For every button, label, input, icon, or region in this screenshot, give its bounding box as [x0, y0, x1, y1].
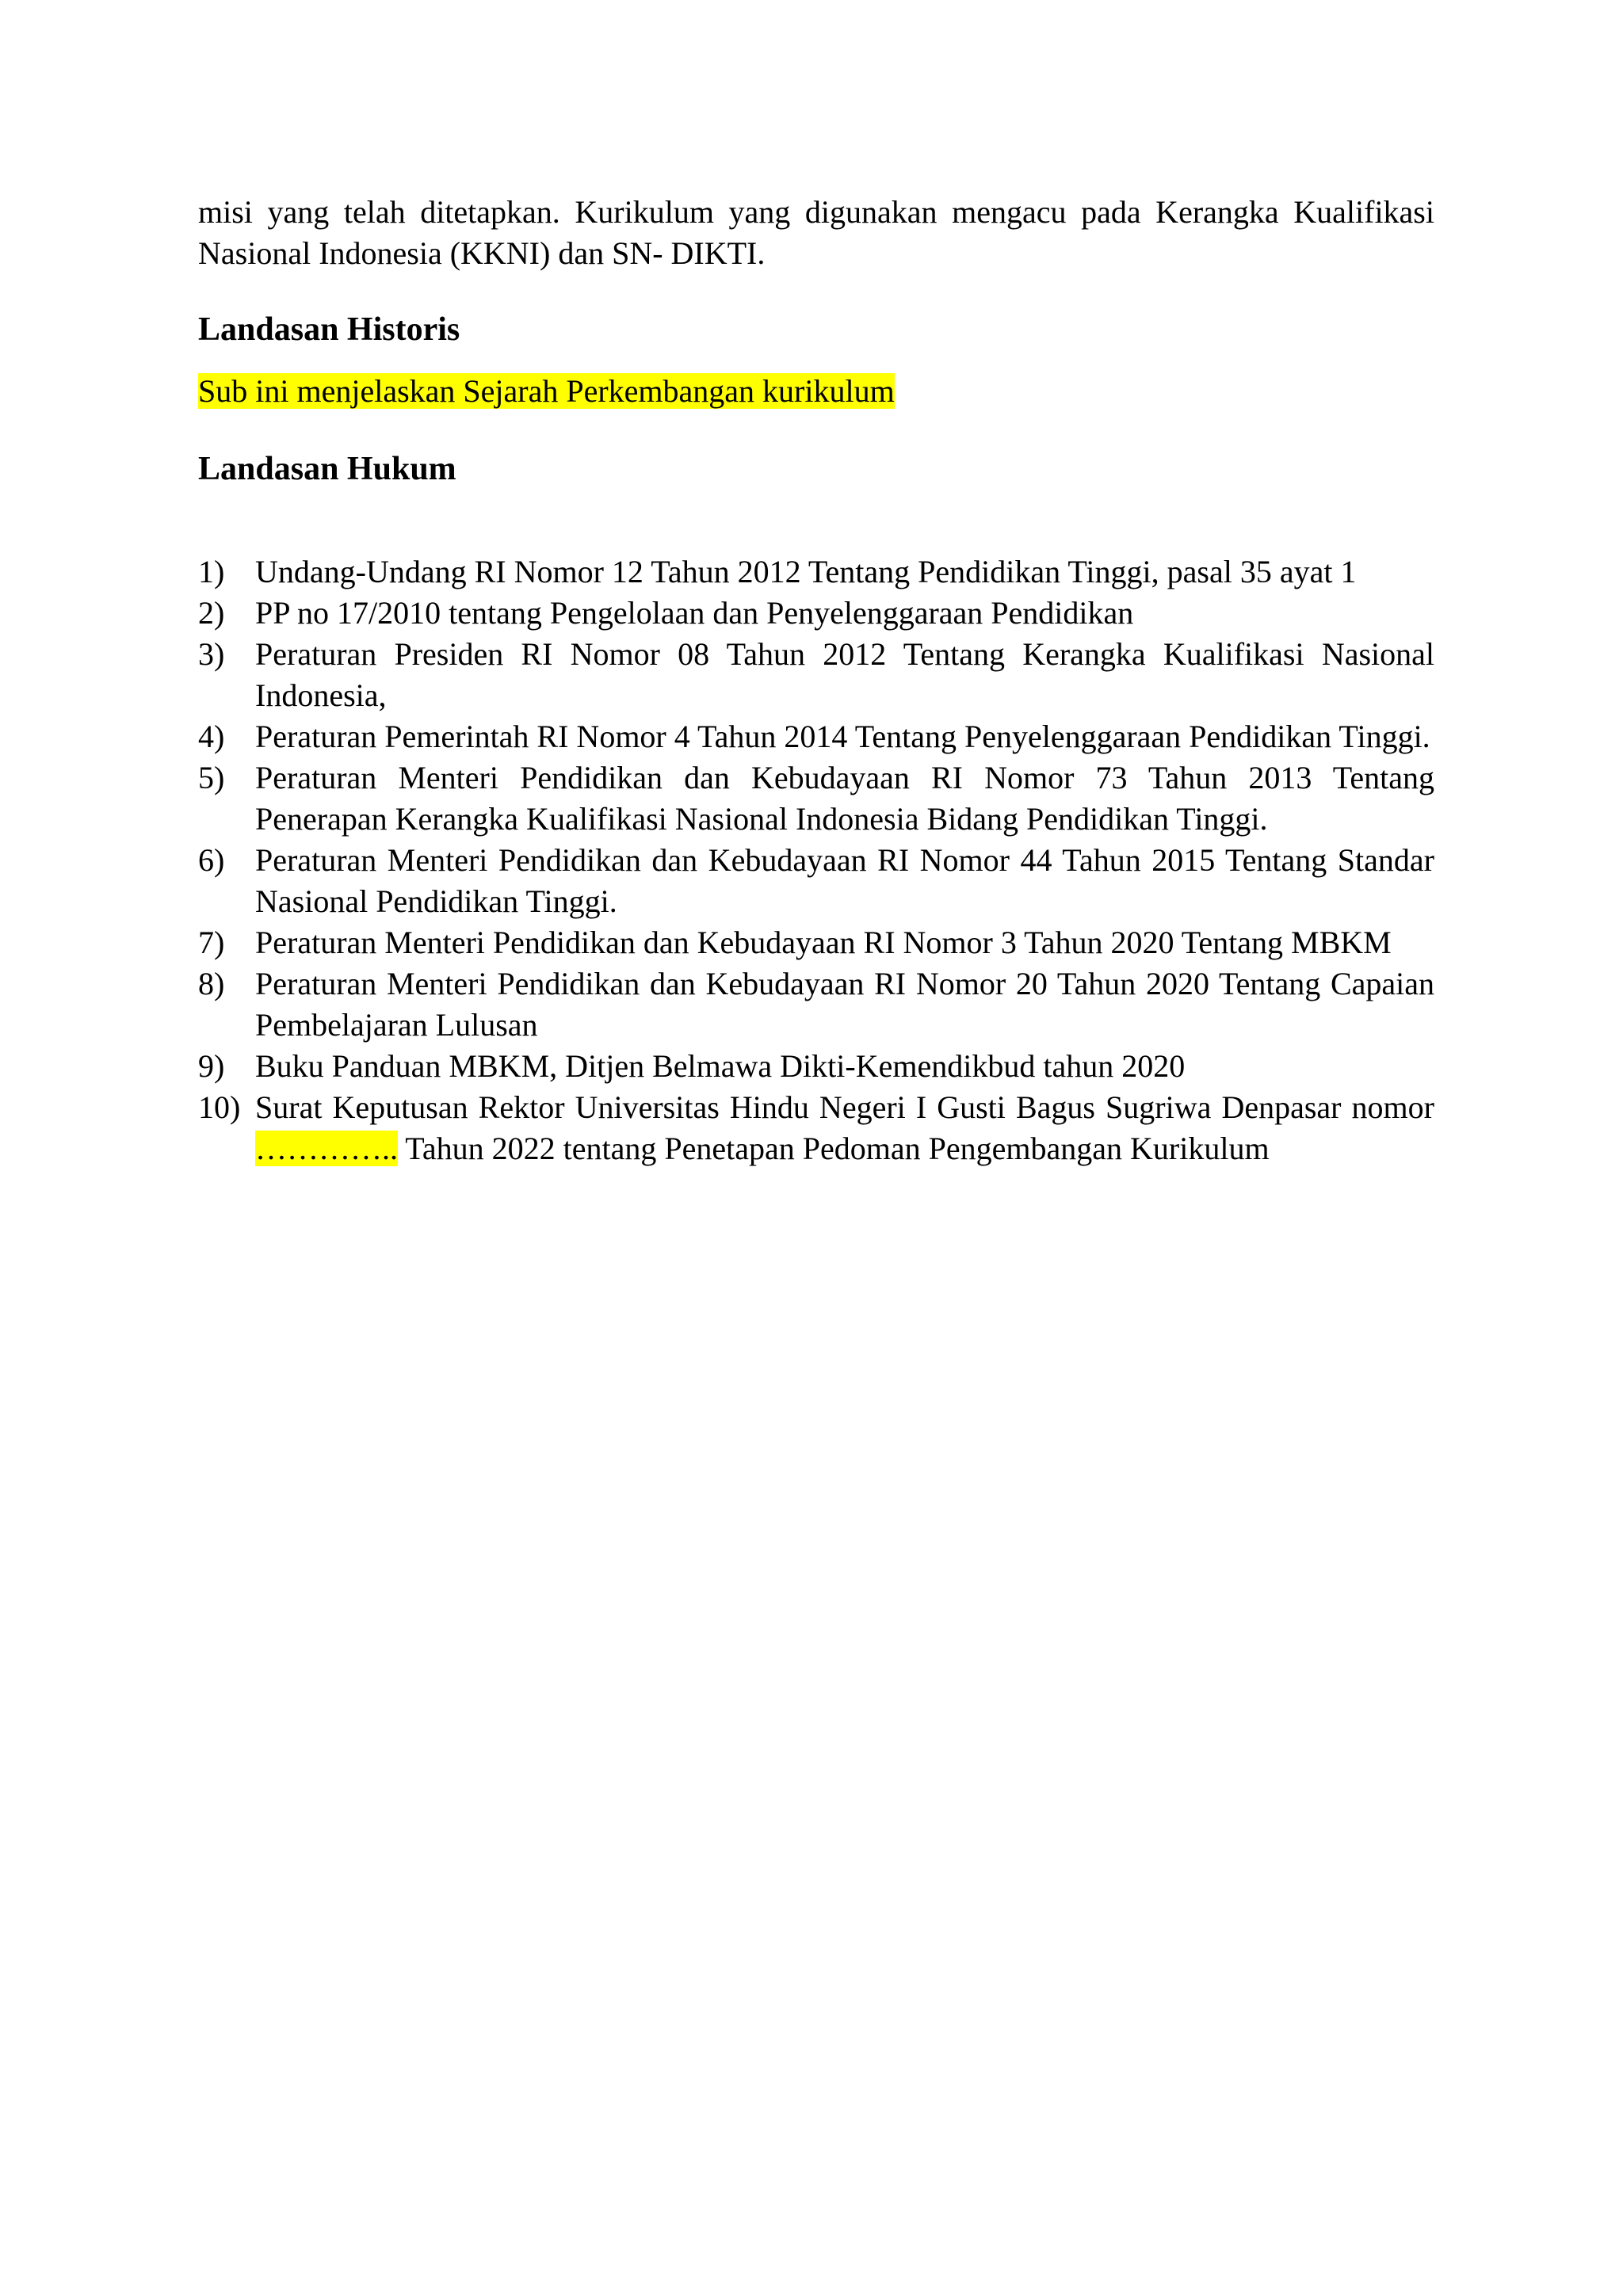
list-item [198, 551, 1434, 593]
list-item-number: 1) [198, 554, 225, 589]
list-item-text [255, 1087, 1434, 1169]
list-item-number: 10) [198, 1089, 241, 1125]
list-item-text: Peraturan Menteri Pendidikan dan Kebudayaan RI Nomor 73 Tahun 2013 Tentang Penerapan Kerangka Kualifikasi Nasional Indonesia Bidang Pendidikan Tinggi. [255, 760, 1434, 837]
historis-note [198, 371, 1434, 412]
list-item-text: Peraturan Pemerintah RI Nomor 4 Tahun 2014 Tentang Penyelenggaraan Pendidikan Tinggi. [255, 719, 1430, 754]
list-item-number: 3) [198, 636, 225, 672]
intro-paragraph: misi yang telah ditetapkan. Kurikulum yang digunakan mengacu pada Kerangka Kualifikasi Nasional Indonesia (KKNI) dan SN- DIKTI. [198, 194, 1434, 271]
list-item [198, 1046, 1434, 1087]
historis-highlight-text: Sub ini menjelaskan Sejarah Perkembangan kurikulum [198, 373, 895, 409]
list-item-text: PP no 17/2010 tentang Pengelolaan dan Penyelenggaraan Pendidikan [255, 595, 1134, 631]
list-item [198, 634, 1434, 716]
list-item-text: Undang-Undang RI Nomor 12 Tahun 2012 Tentang Pendidikan Tinggi, pasal 35 ayat 1 [255, 554, 1357, 589]
list-item-number: 2) [198, 595, 225, 631]
list-item-text: Peraturan Menteri Pendidikan dan Kebudayaan RI Nomor 44 Tahun 2015 Tentang Standar Nasional Pendidikan Tinggi. [255, 842, 1434, 919]
legal-references-list [198, 551, 1434, 1169]
heading-landasan-hukum: Landasan Hukum [198, 451, 456, 487]
list-item-number: 6) [198, 842, 225, 878]
list-item [198, 840, 1434, 922]
list-item-10 [198, 1087, 1434, 1169]
list-item-number: 7) [198, 925, 225, 960]
list-item-text: Peraturan Menteri Pendidikan dan Kebudayaan RI Nomor 3 Tahun 2020 Tentang MBKM [255, 925, 1392, 960]
document-page [198, 192, 1434, 1169]
list-item-number: 4) [198, 719, 225, 754]
list-item [198, 963, 1434, 1046]
list-item-text: Peraturan Presiden RI Nomor 08 Tahun 2012 Tentang Kerangka Kualifikasi Nasional Indonesia, [255, 636, 1434, 713]
item10-text-before: Surat Keputusan Rektor Universitas Hindu Negeri I Gusti Bagus Sugriwa Denpasar nomor [255, 1089, 1434, 1125]
list-item-number: 5) [198, 760, 225, 795]
heading-landasan-historis: Landasan Historis [198, 311, 460, 348]
list-item-text: Peraturan Menteri Pendidikan dan Kebudayaan RI Nomor 20 Tahun 2020 Tentang Capaian Pembelajaran Lulusan [255, 966, 1434, 1043]
list-item [198, 922, 1434, 963]
list-item [198, 716, 1434, 757]
list-item-number: 8) [198, 966, 225, 1001]
list-item [198, 757, 1434, 840]
item10-text-after: Tahun 2022 tentang Penetapan Pedoman Pengembangan Kurikulum [398, 1131, 1270, 1166]
list-item-text: Buku Panduan MBKM, Ditjen Belmawa Dikti-Kemendikbud tahun 2020 [255, 1048, 1186, 1084]
list-item [198, 593, 1434, 634]
item10-placeholder-highlight: ………….. [255, 1131, 398, 1166]
list-item-number: 9) [198, 1048, 225, 1084]
